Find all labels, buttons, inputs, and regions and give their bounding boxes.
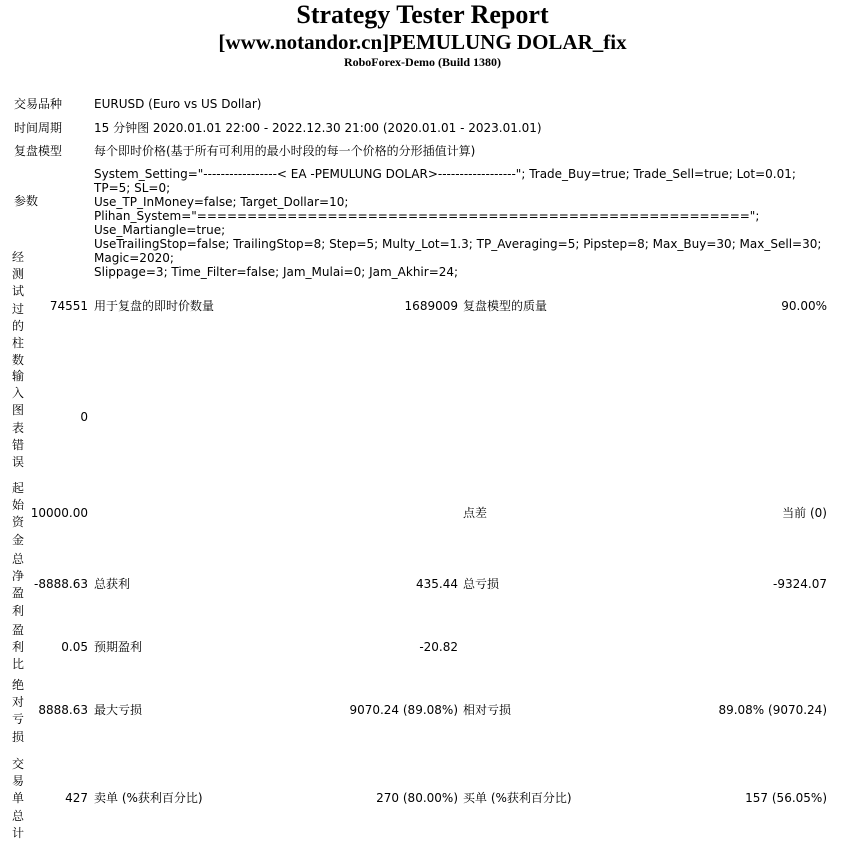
trades-value: 427	[65, 791, 88, 805]
gross-profit-value: 435.44	[416, 577, 458, 591]
pf-value: 0.05	[61, 640, 88, 654]
long-label: 买单 (%获利百分比)	[463, 791, 572, 805]
gross-loss-value: -9324.07	[773, 577, 827, 591]
report-server: RoboForex-Demo (Build 1380)	[343, 55, 502, 69]
spread-label: 点差	[463, 506, 488, 520]
deposit-label: 起始资金	[12, 481, 25, 547]
symbol-value: EURUSD (Euro vs US Dollar)	[94, 97, 262, 111]
ticks-value: 1689009	[404, 299, 458, 313]
expected-label: 预期盈利	[94, 640, 143, 654]
gross-profit-label: 总获利	[94, 577, 131, 591]
short-label: 卖单 (%获利百分比)	[94, 791, 203, 805]
model-label: 复盘模型	[14, 144, 63, 158]
max-dd-value: 9070.24 (89.08%)	[349, 703, 458, 717]
report-subtitle: [www.notandor.cn]PEMULUNG DOLAR_fix	[218, 30, 627, 54]
model-value: 每个即时价格(基于所有可利用的最小时段的每一个价格的分形插值计算)	[94, 144, 476, 158]
deposit-value: 10000.00	[30, 506, 88, 520]
errors-value: 0	[80, 410, 88, 424]
net-label: 总净盈利	[12, 552, 25, 618]
params-label: 参数	[14, 194, 39, 208]
pf-label: 盈利比	[12, 623, 25, 672]
long-value: 157 (56.05%)	[745, 791, 827, 805]
gross-loss-label: 总亏损	[463, 577, 500, 591]
short-value: 270 (80.00%)	[376, 791, 458, 805]
trades-label: 交易单总计	[12, 757, 25, 840]
max-dd-label: 最大亏损	[94, 703, 143, 717]
params-value: System_Setting="-----------------< EA -PEMULUNG DOLAR>------------------"; Trade_Buy=true; Trade_Sell=true; Lot=0.01; TP=5; SL=0; Use_TP_InMoney=false; Target_Dollar=10; Plihan_System="======================================================="; Use_Martiangle=true; UseTrailingStop=false; TrailingStop=8; Step=5; Multy_Lot=1.3; TP_Averaging=5; Pipstep=8; Max_Buy=30; Max_Sell=30; Magic=2020; Slippage=3; Time_Filter=false; Jam_Mulai=0; Jam_Akhir=24;	[94, 167, 822, 279]
quality-label: 复盘模型的质量	[463, 299, 548, 313]
abs-dd-label: 绝对亏损	[12, 678, 25, 744]
expected-value: -20.82	[419, 640, 458, 654]
rel-dd-value: 89.08% (9070.24)	[718, 703, 827, 717]
period-label: 时间周期	[14, 121, 63, 135]
net-value: -8888.63	[34, 577, 88, 591]
quality-value: 90.00%	[781, 299, 827, 313]
rel-dd-label: 相对亏损	[463, 703, 512, 717]
bars-label: 经测试过的柱数	[12, 250, 25, 368]
ticks-label: 用于复盘的即时价数量	[94, 299, 215, 313]
spread-value: 当前 (0)	[782, 506, 827, 520]
report-title: Strategy Tester Report	[296, 0, 549, 29]
errors-label: 输入图表错误	[12, 369, 25, 470]
bars-value: 74551	[49, 299, 88, 313]
abs-dd-value: 8888.63	[38, 703, 88, 717]
period-value: 15 分钟图 2020.01.01 22:00 - 2022.12.30 21:00 (2020.01.01 - 2023.01.01)	[94, 121, 542, 135]
symbol-label: 交易品种	[14, 97, 63, 111]
